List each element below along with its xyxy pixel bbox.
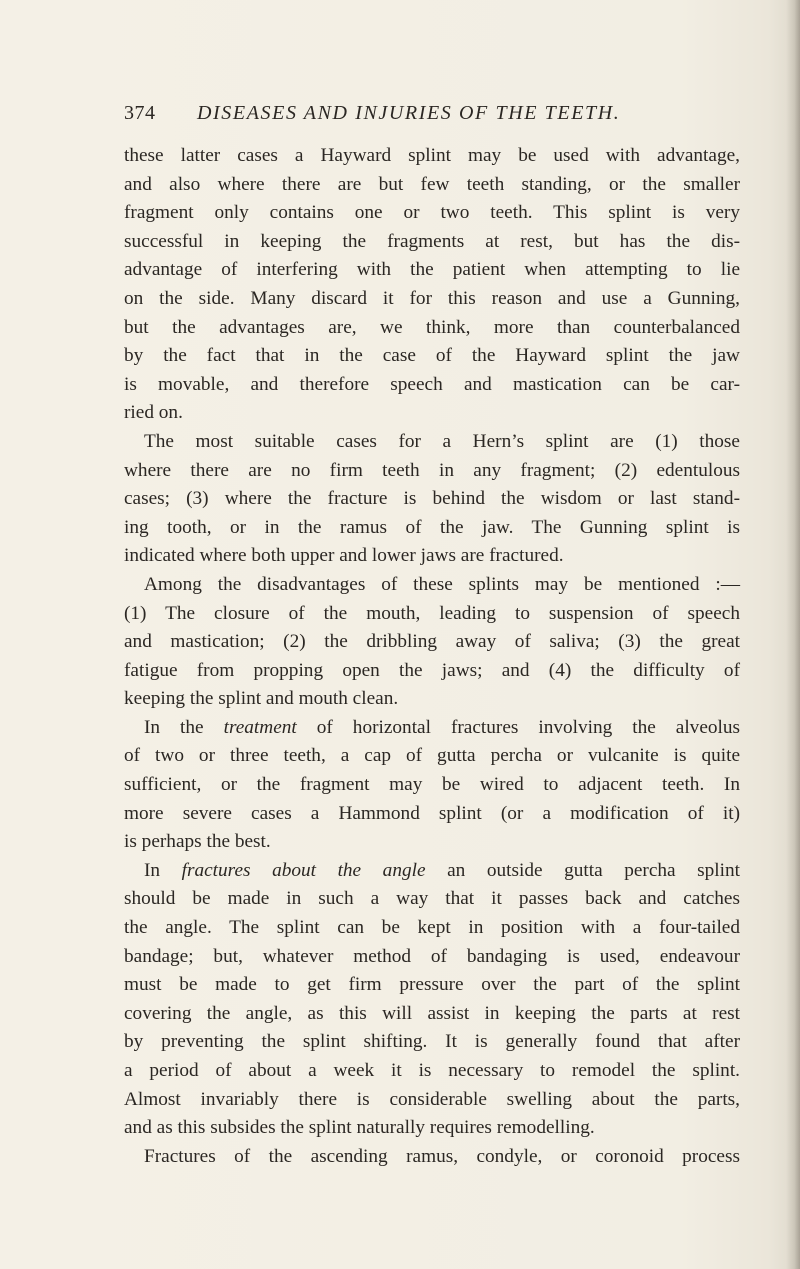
text-line: Among the disadvantages of these splints may be mentioned :—: [144, 573, 740, 595]
text-line: a period of about a week it is necessary to remodel the splint.: [124, 1060, 740, 1081]
page-number: 374: [124, 102, 156, 124]
text-line: advantage of interfering with the patient when attempting to lie: [124, 259, 740, 281]
text-line: on the side. Many discard it for this reason and use a Gunning,: [124, 287, 740, 309]
text-line: by preventing the splint shifting. It is generally found that after: [124, 1031, 740, 1053]
text-line: cases; (3) where the fracture is behind the wisdom or last stand-: [124, 488, 740, 510]
text-line: indicated where both upper and lower jaws are fractured.: [124, 545, 564, 567]
text-line: covering the angle, as this will assist in keeping the parts at rest: [124, 1002, 740, 1024]
text-line: sufficient, or the fragment may be wired to adjacent teeth. In: [124, 774, 740, 796]
text-line: is perhaps the best.: [124, 831, 271, 853]
text-line: more severe cases a Hammond splint (or a modification of it): [124, 802, 740, 824]
running-title: DISEASES AND INJURIES OF THE TEETH.: [197, 102, 621, 124]
page-edge-shadow: [786, 0, 800, 1269]
text-line: The most suitable cases for a Hern’s splint are (1) those: [144, 430, 740, 452]
text-fragment: an outside gutta percha splint: [447, 859, 740, 881]
text-line: successful in keeping the fragments at rest, but has the dis-: [124, 230, 740, 252]
text-line: and mastication; (2) the dribbling away of saliva; (3) the great: [124, 631, 740, 653]
text-line: where there are no firm teeth in any fragment; (2) edentulous: [124, 459, 740, 481]
italic-term: fractures about the angle: [181, 859, 426, 881]
text-line: fragment only contains one or two teeth. This splint is very: [124, 202, 740, 224]
text-line: ing tooth, or in the ramus of the jaw. The Gunning splint is: [124, 516, 740, 538]
text-line: by the fact that in the case of the Hayward splint the jaw: [124, 345, 740, 367]
text-line: is movable, and therefore speech and mastication can be car-: [124, 373, 740, 395]
text-line: [124, 714, 740, 743]
text-fragment: In: [144, 716, 161, 738]
text-line: [124, 857, 740, 886]
body-text: [124, 142, 740, 1171]
text-line: fatigue from propping open the jaws; and (4) the difficulty of: [124, 659, 740, 681]
text-line: but the advantages are, we think, more than counterbalanced: [124, 316, 740, 338]
text-line: of two or three teeth, a cap of gutta percha or vulcanite is quite: [124, 745, 740, 767]
text-line: and also where there are but few teeth standing, or the smaller: [124, 173, 740, 195]
text-line: the angle. The splint can be kept in position with a four-tailed: [124, 917, 740, 939]
text-fragment: In: [144, 859, 161, 881]
text-line: Fractures of the ascending ramus, condyle, or coronoid process: [144, 1145, 740, 1167]
text-line: (1) The closure of the mouth, leading to suspension of speech: [124, 602, 740, 624]
text-line: Almost invariably there is considerable swelling about the parts,: [124, 1088, 740, 1110]
text-line: keeping the splint and mouth clean.: [124, 688, 399, 710]
text-line: must be made to get firm pressure over the part of the splint: [124, 974, 740, 996]
text-fragment: the: [180, 716, 204, 738]
running-head: [124, 100, 744, 130]
text-fragment: of horizontal fractures involving the alveolus: [316, 716, 741, 738]
text-line: these latter cases a Hayward splint may be used with advantage,: [124, 145, 740, 166]
italic-term: treatment: [223, 716, 297, 738]
text-line: bandage; but, whatever method of bandaging is used, endeavour: [124, 945, 740, 967]
text-line: and as this subsides the splint naturally requires remodelling.: [124, 1117, 595, 1139]
text-line: ried on.: [124, 402, 183, 424]
text-line: should be made in such a way that it passes back and catches: [124, 888, 740, 910]
